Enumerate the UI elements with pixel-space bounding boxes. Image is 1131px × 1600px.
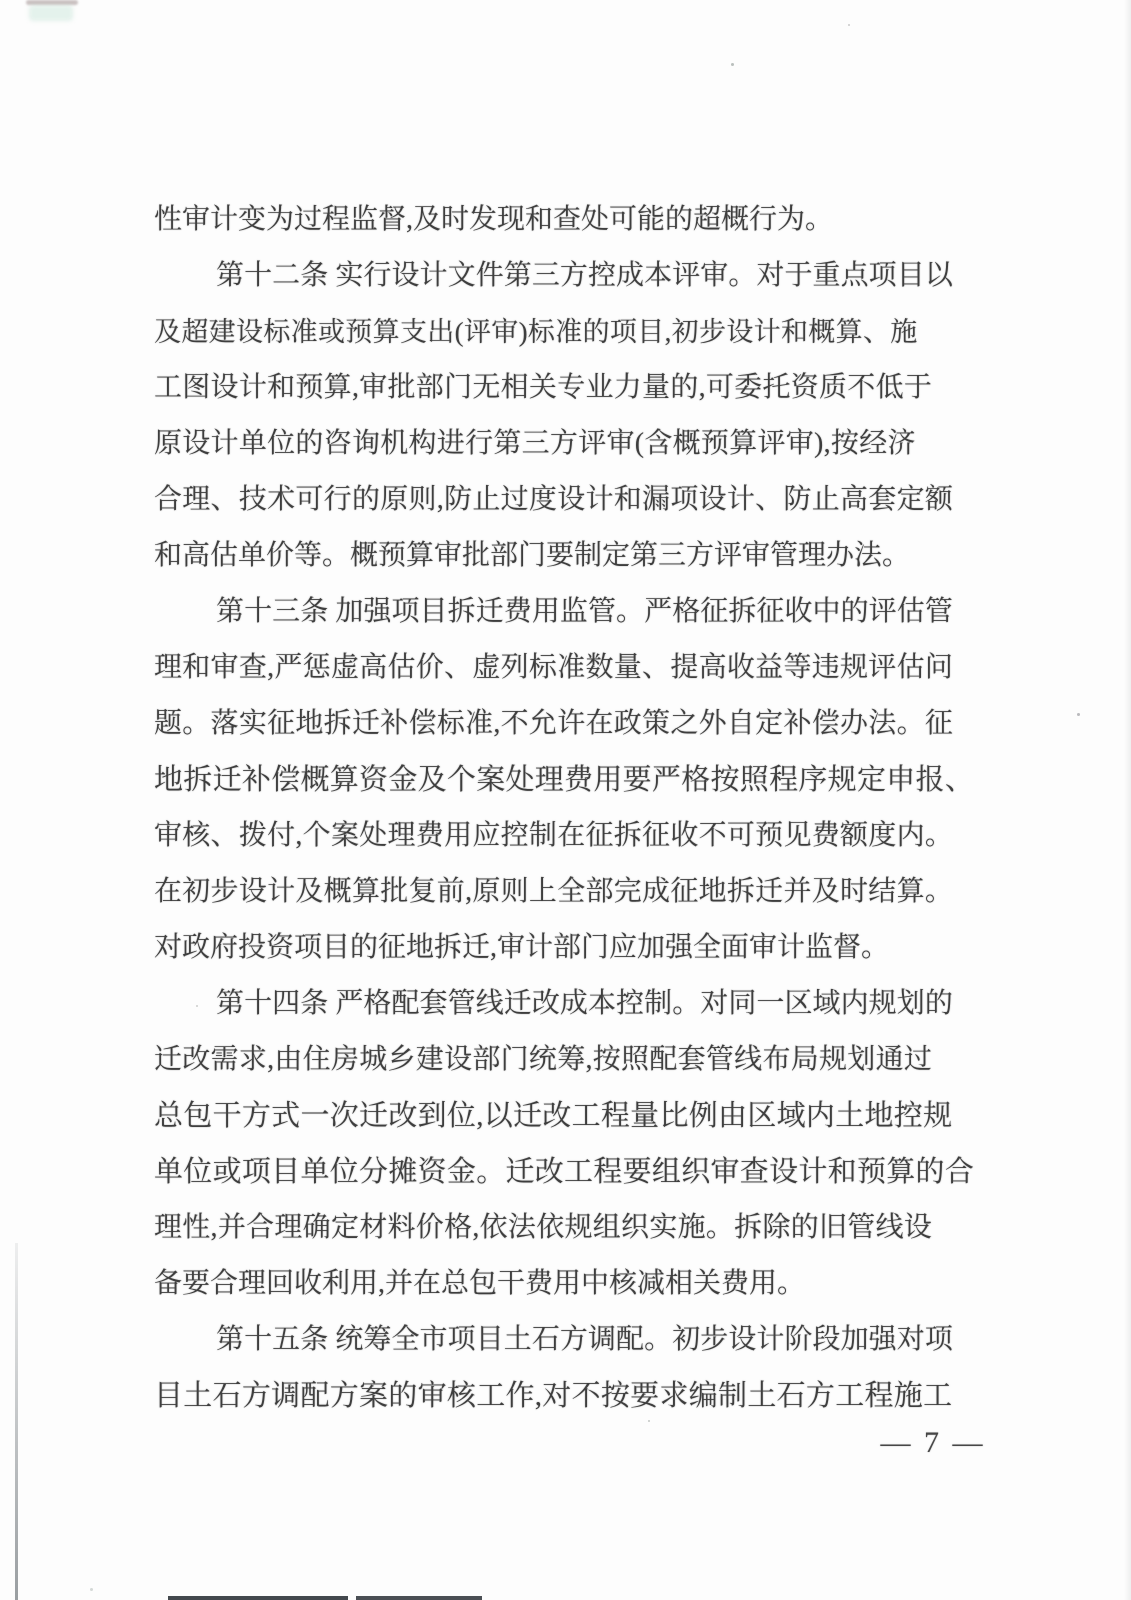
- scan-artifact-speck: [90, 1588, 93, 1591]
- text-line: 目土石方调配方案的审核工作,对不按要求编制土石方工程施工: [154, 1380, 953, 1412]
- text-line: 第十四条 严格配套管线迁改成本控制。对同一区域内规划的: [216, 988, 953, 1019]
- scan-artifact-speck: [196, 1005, 198, 1007]
- text-line: 题。落实征地拆迁补偿标准,不允许在政策之外自定补偿办法。征: [154, 708, 954, 739]
- page-number: — 7 —: [880, 1426, 986, 1459]
- text-line: 第十三条 加强项目拆迁费用监管。严格征拆征收中的评估管: [216, 596, 953, 627]
- text-line: 工图设计和预算,审批部门无相关专业力量的,可委托资质不低于: [154, 372, 933, 403]
- text-line: 地拆迁补偿概算资金及个案处理费用要严格按照程序规定申报、: [154, 764, 975, 796]
- scan-artifact-speck: [731, 63, 734, 66]
- text-line: 原设计单位的咨询机构进行第三方评审(含概预算评审),按经济: [154, 428, 916, 459]
- text-line: 合理、技术可行的原则,防止过度设计和漏项设计、防止高套定额: [154, 484, 954, 515]
- text-line: 性审计变为过程监督,及时发现和查处可能的超概行为。: [154, 204, 834, 235]
- text-line: 单位或项目单位分摊资金。迁改工程要组织审查设计和预算的合: [154, 1156, 975, 1188]
- text-line: 及超建设标准或预算支出(评审)标准的项目,初步设计和概算、施: [154, 317, 918, 347]
- scan-artifact-top-smudge-green: [29, 5, 73, 21]
- scan-artifact-speck: [848, 24, 850, 26]
- scan-artifact-left-line: [15, 1243, 18, 1600]
- scan-artifact-speck: [648, 1420, 650, 1422]
- scan-artifact-bottom-bar-1: [168, 1596, 348, 1600]
- text-line: 备要合理回收利用,并在总包干费用中核减相关费用。: [154, 1268, 806, 1299]
- text-line: 和高估单价等。概预算审批部门要制定第三方评审管理办法。: [154, 540, 911, 571]
- text-line: 理性,并合理确定材料价格,依法依规组织实施。拆除的旧管线设: [154, 1212, 933, 1243]
- text-line: 总包干方式一次迁改到位,以迁改工程量比例由区域内土地控规: [154, 1100, 953, 1132]
- text-line: 在初步设计及概算批复前,原则上全部完成征地拆迁并及时结算。: [154, 876, 954, 907]
- text-line: 第十二条 实行设计文件第三方控成本评审。对于重点项目以: [216, 260, 953, 291]
- text-line: 审核、拨付,个案处理费用应控制在征拆征收不可预见费额度内。: [154, 820, 954, 851]
- text-line: 理和审查,严惩虚高估价、虚列标准数量、提高收益等违规评估问: [154, 652, 954, 683]
- scan-artifact-speck: [1077, 713, 1080, 716]
- body-text: [154, 192, 974, 1424]
- scan-artifact-bottom-bar-2: [356, 1596, 482, 1600]
- text-line: 对政府投资项目的征地拆迁,审计部门应加强全面审计监督。: [154, 932, 890, 963]
- scan-artifact-right-edge: [1124, 0, 1131, 1600]
- text-line: 迁改需求,由住房城乡建设部门统筹,按照配套管线布局规划通过: [154, 1044, 933, 1075]
- text-line: 第十五条 统筹全市项目土石方调配。初步设计阶段加强对项: [216, 1324, 953, 1355]
